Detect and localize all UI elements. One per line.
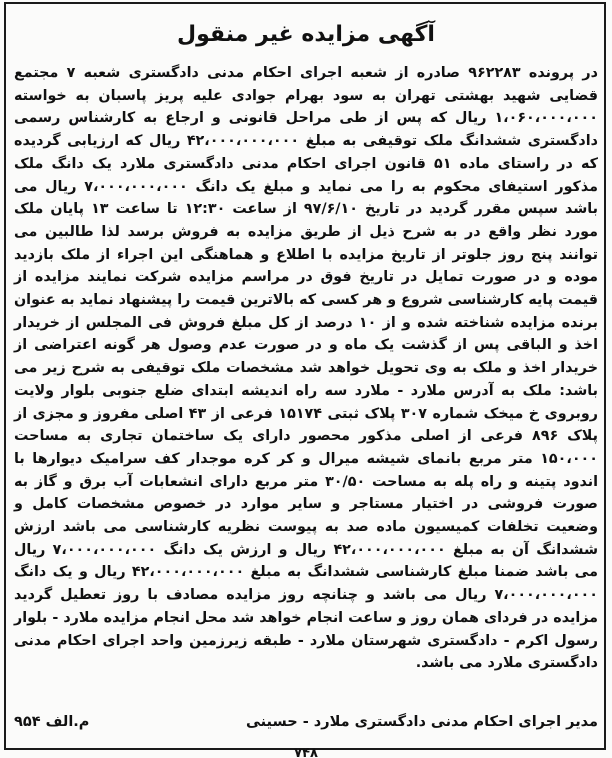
signature: مدیر اجرای احکام مدنی دادگستری ملارد - حسینی <box>245 714 598 730</box>
notice-body: در پرونده ۹۶۲۲۸۳ صادره از شعبه اجرای احکام مدنی دادگستری شعبه ۷ مجتمع قضایی شهید بهشتی تهران به سود بهرام جوادی علیه پریز پاسبان به خواسته ۱،۰۶۰،۰۰۰،۰۰۰ ریال که پس از طی مراحل قانونی و ارجاع به کارشناس رسمی دادگستری ششدانگ ملک توقیفی به مبلغ ۴۲،۰۰۰،۰۰۰،۰۰۰ ریال که ارزیابی گردیده که در راستای ماده ۵۱ قانون اجرای احکام مدنی دادگستری ملارد یک دانگ ملک مذکور استیفای محکوم به را می نماید و مبلغ یک دانگ ۷،۰۰۰،۰۰۰،۰۰۰ ریال می باشد سپس مقرر گردید در تاریخ ۹۷/۶/۱۰ از ساعت ۱۲:۳۰ تا ساعت ۱۳ پایان ملک مورد نظر واقع در به شرح ذیل از طریق مزایده به فروش برسد لذا طالبین می توانند پنج روز جلوتر از تاریخ مزایده با اطلاع و هماهنگی این اجراء از ملک بازدید موده و در صورت تمایل در تاریخ فوق در مراسم مزایده شرکت نمایند مزایده از قیمت پایه کارشناسی شروع و هر کسی که بالاترین قیمت را پیشنهاد نماید به عنوان برنده مزایده شناخته شده و از ۱۰ درصد از کل مبلغ فروش فی المجلس از خریدار اخذ و الباقی پس از گذشت یک ماه و در صورت عدم وصول هر گونه اعتراضی از خریدار اخذ و ملک به وی تحویل خواهد شد مشخصات ملک توقیفی به شرح زیر می باشد: ملک به آدرس ملارد - ملارد سه راه اندیشه ابتدای ضلع جنوبی بلوار ولایت روبروی خ میخک شماره ۳۰۷ پلاک ثبتی ۱۵۱۷۴ فرعی از ۴۳ اصلی مفروز و مجزی از پلاک ۸۹۶ فرعی از اصلی مذکور محصور دارای یک ساختمان تجاری به مساحت ۱۵۰،۰۰۰ متر مربع بانمای شیشه میرال و کر کره موجدار کف سرامیک دیوارها با اندود پتینه و راه پله به مساحت ۳۰/۵۰ متر مربع دارای انشعابات آب برق و گاز به صورت فروشی در اختیار مستاجر و سایر موارد در خصوص مشخصات کامل و وضعیت تخلفات کمیسیون ماده صد به پیوست نظریه کارشناسی می باشد ارزش ششدانگ آن به مبلغ ۴۲،۰۰۰،۰۰۰،۰۰۰ ریال و ارزش یک دانگ ۷،۰۰۰،۰۰۰،۰۰۰ ریال می باشد ضمنا مبلغ کارشناسی ششدانگ به مبلغ ۴۲،۰۰۰،۰۰۰،۰۰۰ ریال و یک دانگ ۷،۰۰۰،۰۰۰،۰۰۰ ریال می باشد و چنانچه روز مزایده مصادف با روز تعطیل گردید مزایده در فردای همان روز و ساعت انجام خواهد شد محل انجام مزایده ملارد - بلوار رسول اکرم - دادگستری شهرستان ملارد - طبقه زیرزمین واحد اجرای احکام مدنی دادگستری ملارد می باشد. <box>13 65 599 672</box>
signature-row <box>14 714 598 730</box>
page-number: ۷۴۸ <box>294 746 318 758</box>
notice-title: آگهی مزایده غیر منقول <box>177 22 435 47</box>
reference-code: م.الف ۹۵۴ <box>14 714 90 730</box>
